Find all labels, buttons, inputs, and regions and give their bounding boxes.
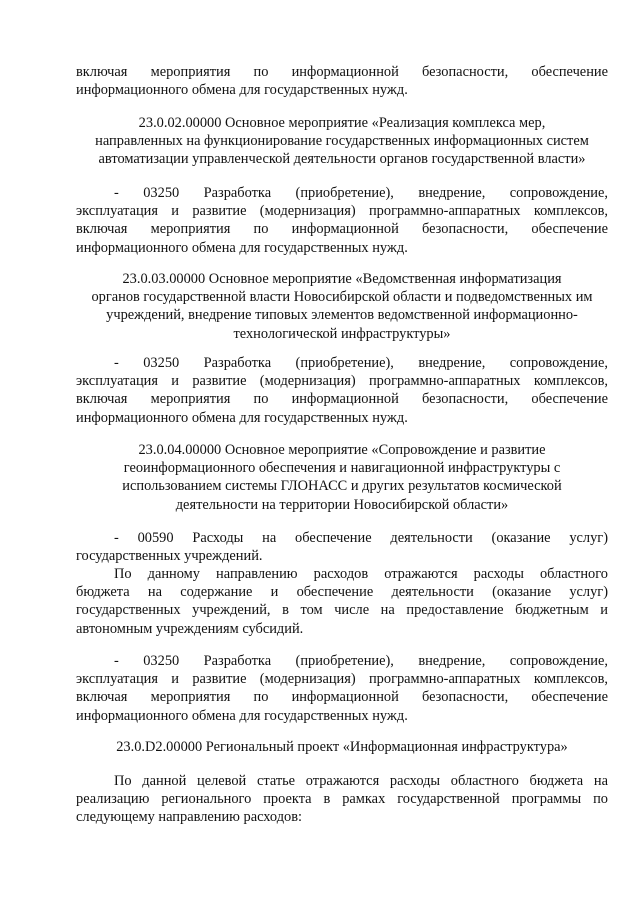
heading-line: геоинформационного обеспечения и навигационной инфраструктуры с — [123, 460, 561, 477]
expense-description — [76, 565, 608, 638]
text-line: бюджета на содержание и обеспечение деятельности (оказание услуг) — [76, 584, 608, 601]
expense-item-00590 — [76, 529, 608, 565]
text-line: включая мероприятия по информационной безопасности, обеспечение — [76, 64, 608, 80]
text-line: информационного обмена для государственных нужд. — [76, 82, 408, 99]
section-heading-23-0-03 — [76, 270, 608, 343]
expense-item-03250 — [76, 652, 608, 725]
heading-line: использованием системы ГЛОНАСС и других результатов космической — [122, 478, 562, 495]
text-line: включая мероприятия по информационной безопасности, обеспечение — [76, 689, 608, 706]
text-line: эксплуатация и развитие (модернизация) программно-аппаратных комплексов, — [76, 671, 608, 688]
text-line: - 03250 Разработка (приобретение), внедрение, сопровождение, — [114, 653, 608, 669]
paragraph-regional-project — [76, 772, 608, 827]
text-line: государственных учреждений. — [76, 548, 263, 565]
section-heading-23-0-D2 — [76, 738, 608, 756]
text-line: - 03250 Разработка (приобретение), внедрение, сопровождение, — [114, 355, 608, 371]
heading-line: 23.0.02.00000 Основное мероприятие «Реализация комплекса мер, — [138, 115, 546, 131]
text-line: реализацию регионального проекта в рамках государственной программы по — [76, 791, 608, 808]
heading-line: автоматизации управленческой деятельности органов государственной власти» — [98, 151, 586, 168]
text-line: - 00590 Расходы на обеспечение деятельности (оказание услуг) — [114, 530, 608, 546]
text-line: По данной целевой статье отражаются расходы областного бюджета на — [114, 773, 608, 789]
text-line: включая мероприятия по информационной безопасности, обеспечение — [76, 391, 608, 408]
text-line: эксплуатация и развитие (модернизация) программно-аппаратных комплексов, — [76, 373, 608, 390]
heading-line: органов государственной власти Новосибирской области и подведомственных им — [91, 289, 593, 306]
text-line: информационного обмена для государственных нужд. — [76, 239, 408, 256]
heading-line: технологической инфраструктуры» — [233, 325, 451, 342]
text-line: государственных учреждений, в том числе на предоставление бюджетным и — [76, 602, 608, 619]
heading-line: учреждений, внедрение типовых элементов ведомственной информационно- — [106, 307, 578, 324]
text-line: эксплуатация и развитие (модернизация) программно-аппаратных комплексов, — [76, 203, 608, 220]
text-line: - 03250 Разработка (приобретение), внедрение, сопровождение, — [114, 185, 608, 201]
text-line: следующему направлению расходов: — [76, 809, 303, 826]
text-line: информационного обмена для государственных нужд. — [76, 707, 408, 724]
text-line: включая мероприятия по информационной безопасности, обеспечение — [76, 221, 608, 238]
heading-line: 23.0.D2.00000 Региональный проект «Информационная инфраструктура» — [116, 739, 568, 755]
expense-item-03250 — [76, 184, 608, 257]
heading-line: 23.0.03.00000 Основное мероприятие «Ведомственная информатизация — [122, 271, 562, 287]
text-line: информационного обмена для государственных нужд. — [76, 409, 408, 426]
text-line: По данному направлению расходов отражаются расходы областного — [114, 566, 608, 582]
text-line: автономным учреждениям субсидий. — [76, 620, 304, 637]
paragraph-continuation — [76, 63, 608, 99]
heading-line: 23.0.04.00000 Основное мероприятие «Сопровождение и развитие — [138, 442, 546, 458]
heading-line: направленных на функционирование государственных информационных систем — [95, 133, 589, 150]
section-heading-23-0-02 — [76, 114, 608, 169]
expense-item-03250 — [76, 354, 608, 427]
section-heading-23-0-04 — [76, 441, 608, 514]
heading-line: деятельности на территории Новосибирской области» — [175, 496, 509, 513]
